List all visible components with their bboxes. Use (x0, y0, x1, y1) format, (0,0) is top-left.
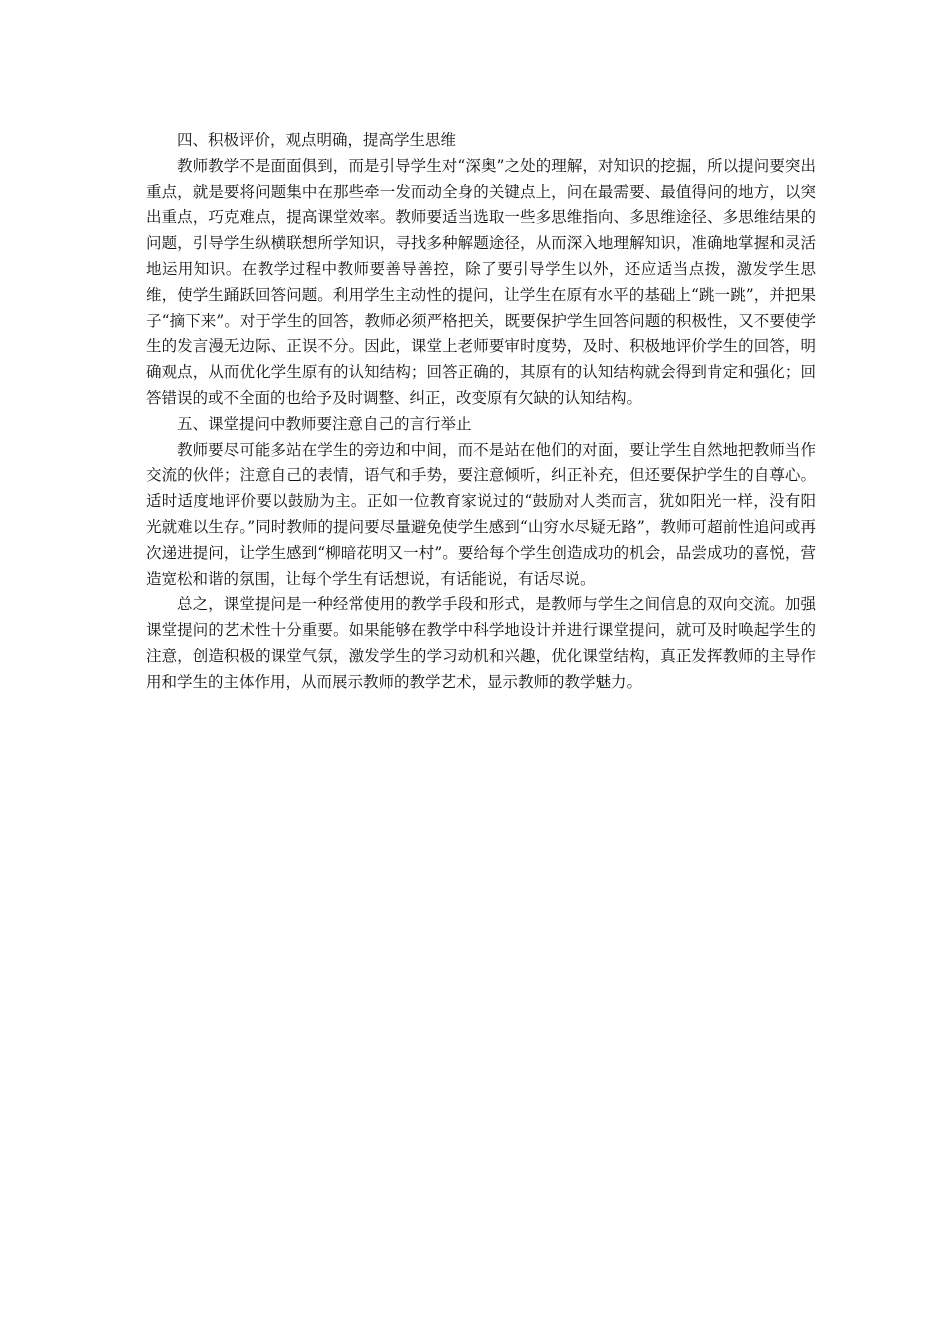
paragraph-section-5-body: 教师要尽可能多站在学生的旁边和中间，而不是站在他们的对面，要让学生自然地把教师当作交流的伙伴；注意自己的表情，语气和手势，要注意倾听，纠正补充，但还要保护学生的自尊心。适时适度地评价要以鼓励为主。正如一位教育家说过的“鼓励对人类而言，犹如阳光一样，没有阳光就难以生存。”同时教师的提问要尽量避免使学生感到“山穷水尽疑无路”，教师可超前性追问或再次递进提问，让学生感到“柳暗花明又一村”。要给每个学生创造成功的机会，品尝成功的喜悦，营造宽松和谐的氛围，让每个学生有话想说，有话能说，有话尽说。 (146, 440, 816, 588)
paragraph-conclusion: 总之，课堂提问是一种经常使用的教学手段和形式，是教师与学生之间信息的双向交流。加强课堂提问的艺术性十分重要。如果能够在教学中科学地设计并进行课堂提问，就可及时唤起学生的注意，创造积极的课堂气氛，激发学生的学习动机和兴趣，优化课堂结构，真正发挥教师的主导作用和学生的主体作用，从而展示教师的教学艺术，显示教师的教学魅力。 (146, 595, 816, 691)
document-body (146, 128, 816, 696)
section-heading-5: 五、课堂提问中教师要注意自己的言行举止 (177, 414, 472, 433)
section-heading-4: 四、积极评价，观点明确，提高学生思维 (177, 131, 457, 149)
paragraph-section-4-body: 教师教学不是面面俱到，而是引导学生对“深奥”之处的理解，对知识的挖掘，所以提问要突出重点，就是要将问题集中在那些牵一发而动全身的关键点上，问在最需要、最值得问的地方，以突出重点，巧克难点，提高课堂效率。教师要适当选取一些多思维指向、多思维途径、多思维结果的问题，引导学生纵横联想所学知识，寻找多种解题途径，从而深入地理解知识，准确地掌握和灵活地运用知识。在教学过程中教师要善导善控，除了要引导学生以外，还应适当点拨，激发学生思维，使学生踊跃回答问题。利用学生主动性的提问，让学生在原有水平的基础上“跳一跳”，并把果子“摘下来”。对于学生的回答，教师必须严格把关，既要保护学生回答问题的积极性，又不要使学生的发言漫无边际、正误不分。因此，课堂上老师要审时度势，及时、积极地评价学生的回答，明确观点，从而优化学生原有的认知结构；回答正确的，其原有的认知结构就会得到肯定和强化；回答错误的或不全面的也给予及时调整、纠正，改变原有欠缺的认知结构。 (146, 156, 816, 407)
